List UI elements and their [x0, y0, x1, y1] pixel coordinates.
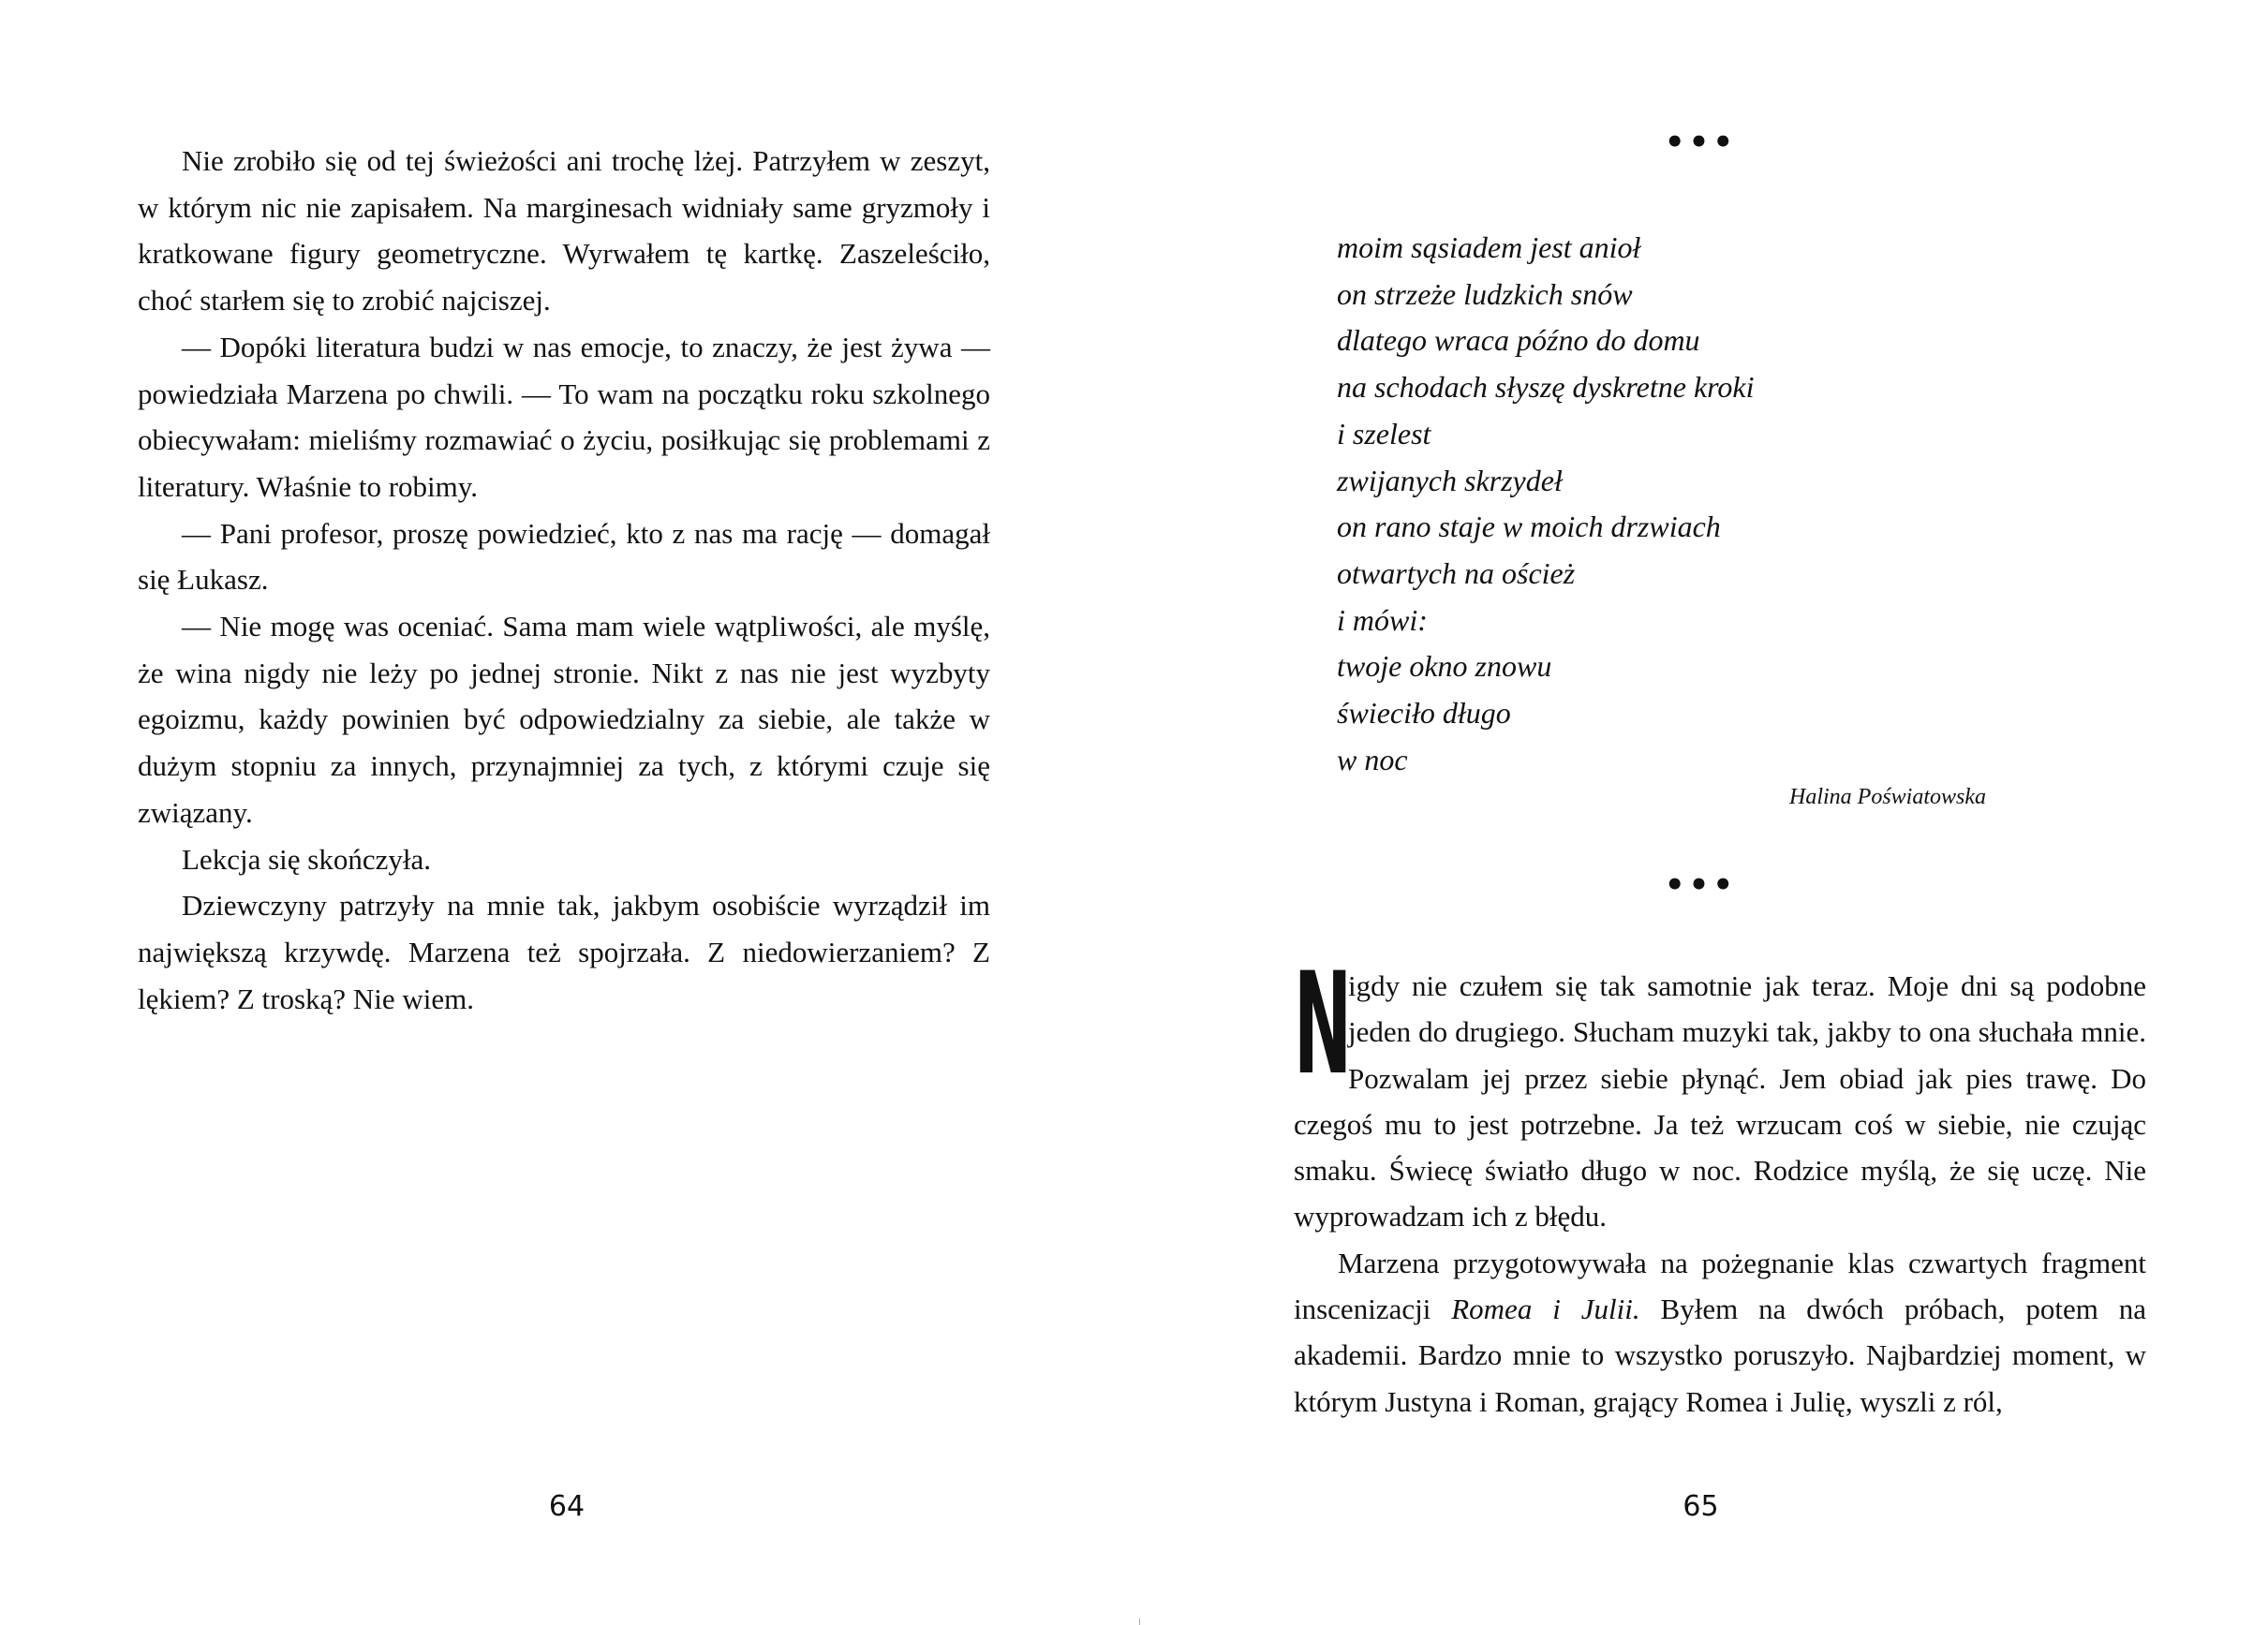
- poem-line: w noc: [1337, 742, 1408, 776]
- paragraph: — Nie mogę was oceniać. Sama mam wiele wątpliwości, ale myślę, że wina nigdy nie leży po jednej stronie. Nikt z nas nie jest wyzbyty egoizmu, każdy powinien być odpowiedzialny za siebie, ale także w dużym stopniu za innych, przynajmniej za tych, z którymi czuje się związany.: [138, 610, 990, 829]
- work-title: Romea i Julii.: [1451, 1293, 1640, 1326]
- paragraph: — Pani profesor, proszę powiedzieć, kto z nas ma rację — domagał się Łukasz.: [138, 516, 990, 597]
- paragraph-text: Marzena przygotowywała na pożegnanie klas czwartych fragment inscenizacji: [1294, 1246, 2146, 1326]
- poem-author: Halina Poświatowska: [1788, 785, 1986, 809]
- section-separator-mid: •••: [1664, 866, 1738, 904]
- paragraph: Lekcja się skończyła.: [182, 842, 431, 876]
- paragraph-text: Byłem na dwóch próbach, potem na akademii. Bardzo mnie to wszystko poruszyło. Najbardziej moment, w którym Justyna i Roman, grający Romea i Julię, wyszli z ról,: [1294, 1293, 2147, 1418]
- paragraph: [1294, 1240, 2146, 1425]
- dropcap-letter: N: [1294, 943, 1353, 1106]
- right-page-text: [1294, 943, 2147, 1425]
- poem-line: świeciło długo: [1337, 696, 1511, 731]
- poem: [1337, 225, 1993, 783]
- poem-line: on strzeże ludzkich snów: [1337, 276, 1633, 311]
- poem-line: dlatego wraca późno do domu: [1337, 323, 1700, 358]
- gutter-mark: [1139, 1618, 1140, 1625]
- poem-line: i szelest: [1337, 416, 1431, 451]
- poem-line: twoje okno znowu: [1337, 649, 1552, 684]
- paragraph: Nie zrobiło się od tej świeżości ani trochę lżej. Patrzyłem w zeszyt, w którym nic nie zapisałem. Na marginesach widniały same gryzmoły i kratkowane figury geometryczne. Wyrwałem tę kartkę. Zaszeleściło, choć starłem się to zrobić najciszej.: [138, 144, 990, 318]
- right-page: [1134, 0, 2268, 1625]
- paragraph-with-dropcap: [1294, 943, 2146, 1240]
- poem-line: on rano staje w moich drzwiach: [1337, 510, 1721, 544]
- left-page-text: [138, 138, 990, 1022]
- paragraph: Dziewczyny patrzyły na mnie tak, jakbym osobiście wyrządził im największą krzywdę. Marzena też spojrzała. Z niedowierzaniem? Z lękiem? Z troską? Nie wiem.: [138, 889, 990, 1015]
- paragraph: — Dopóki literatura budzi w nas emocje, to znaczy, że jest żywa — powiedziała Marzena po chwili. — To wam na początku roku szkolnego obiecywałam: mieliśmy rozmawiać o życiu, posiłkując się problemami z literatury. Właśnie to robimy.: [138, 330, 990, 503]
- poem-line: na schodach słyszę dyskretne kroki: [1337, 370, 1755, 405]
- poem-line: zwijanych skrzydeł: [1337, 463, 1563, 497]
- poem-line: moim sąsiadem jest anioł: [1337, 230, 1641, 264]
- section-separator-top: •••: [1664, 124, 1738, 161]
- page-number-right: 65: [1682, 1490, 1719, 1523]
- poem-line: i mówi:: [1337, 602, 1428, 637]
- paragraph-text: igdy nie czułem się tak samotnie jak teraz. Moje dni są podobne jeden do drugiego. Słucham muzyki tak, jakby to ona słuchała mnie. Pozwalam jej przez siebie płynąć. Jem obiad jak pies trawę. Do czegoś mu to jest potrzebne. Ja też wrzucam coś w siebie, nie czując smaku. Świecę światło długo w noc. Rodzice myślą, że się uczę. Nie wyprowadzam ich z błędu.: [1294, 969, 2146, 1234]
- poem-line: otwartych na oścież: [1337, 555, 1576, 590]
- page-number-left: 64: [548, 1490, 586, 1523]
